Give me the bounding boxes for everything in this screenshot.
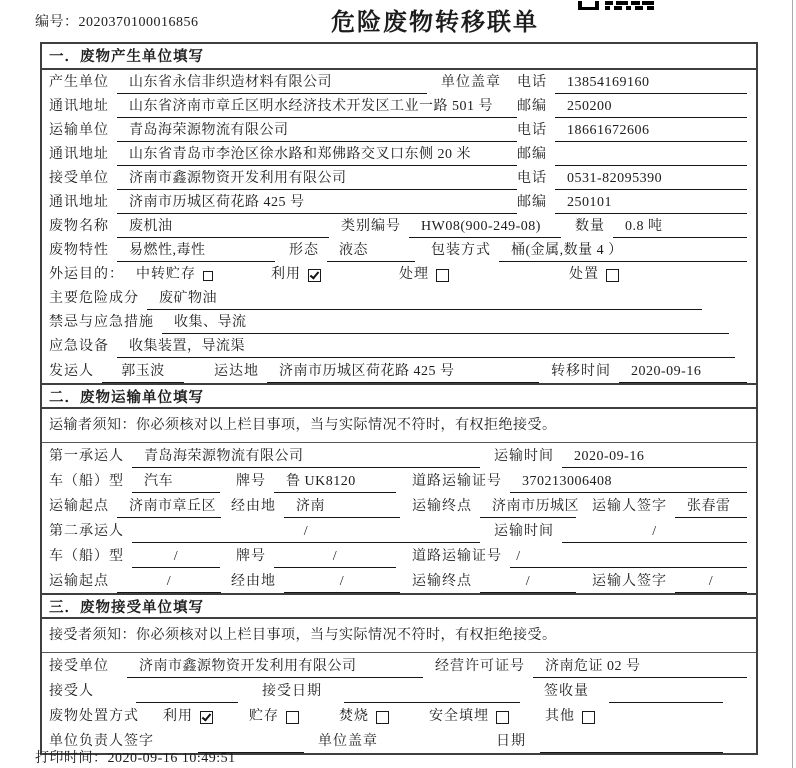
traits-label: 废物特性 bbox=[49, 243, 109, 258]
plate2-value: / bbox=[274, 549, 396, 568]
plate1-value: 鲁 UK8120 bbox=[274, 470, 396, 493]
equipment-value: 收集装置，导流渠 bbox=[117, 335, 735, 358]
row-vehicle2 bbox=[42, 543, 756, 568]
checkbox-dispose-icon bbox=[606, 269, 619, 282]
origin1-value: 济南市章丘区 bbox=[117, 495, 221, 518]
via1-label: 经由地 bbox=[231, 499, 276, 514]
document-number-value: 2020370100016856 bbox=[78, 15, 199, 30]
responsible-sign-label: 单位负责人签字 bbox=[49, 734, 154, 749]
row-vehicle1 bbox=[42, 468, 756, 493]
qty-value: 0.8 吨 bbox=[613, 215, 747, 238]
disposal-label: 废物处置方式 bbox=[49, 709, 139, 724]
checkbox-transit-storage-icon bbox=[203, 271, 213, 281]
accept-unit-value: 济南市鑫源物资开发利用有限公司 bbox=[127, 655, 423, 678]
checkbox-disposal-landfill-icon bbox=[496, 711, 509, 724]
hazard-value: 废矿物油 bbox=[147, 287, 702, 310]
row-route2 bbox=[42, 568, 756, 593]
row-carrier1 bbox=[42, 443, 756, 468]
received-qty-label: 签收量 bbox=[544, 684, 589, 699]
carrier1-label: 第一承运人 bbox=[49, 449, 124, 464]
checkbox-disposal-other-icon bbox=[582, 711, 595, 724]
permit1-value: 370213006408 bbox=[510, 474, 747, 493]
print-time-label: 打印时间： bbox=[35, 751, 108, 766]
checkbox-treat-icon bbox=[436, 269, 449, 282]
sign2-label: 运输人签字 bbox=[592, 574, 667, 589]
dest-value: 济南市历城区荷花路 425 号 bbox=[267, 360, 539, 383]
row-transporter-address bbox=[42, 142, 756, 166]
checkbox-disposal-storage bbox=[249, 705, 299, 728]
addr3-value: 济南市历城区荷花路 425 号 bbox=[117, 191, 517, 214]
hazard-label: 主要危险成分 bbox=[49, 291, 139, 306]
checkbox-utilize-icon bbox=[308, 269, 321, 282]
checkbox-utilize-label: 利用 bbox=[271, 267, 301, 282]
checkbox-disposal-landfill bbox=[429, 705, 509, 728]
via2-value: / bbox=[284, 574, 400, 593]
page-title: 危险废物转移联单 bbox=[331, 9, 539, 36]
phone2-label: 电话 bbox=[517, 123, 547, 138]
qty-label: 数量 bbox=[575, 219, 605, 234]
date-value bbox=[540, 750, 723, 753]
row-emergency-equipment bbox=[42, 334, 756, 358]
phone1-value: 13854169160 bbox=[555, 75, 747, 94]
acceptor-value bbox=[136, 700, 238, 703]
checkbox-disposal-utilize bbox=[163, 705, 213, 728]
row-hazard-components bbox=[42, 286, 756, 310]
waste-name-label: 废物名称 bbox=[49, 219, 109, 234]
zip3-value: 250101 bbox=[555, 195, 747, 214]
receiver-value: 济南市鑫源物资开发利用有限公司 bbox=[117, 167, 517, 190]
packing-label: 包装方式 bbox=[431, 243, 491, 258]
document-number bbox=[35, 11, 199, 31]
permit2-value: / bbox=[510, 549, 747, 568]
manifest-form bbox=[40, 42, 758, 755]
checkbox-transit-storage bbox=[136, 263, 213, 286]
accept-date-label: 接受日期 bbox=[262, 684, 322, 699]
permit2-label: 道路运输证号 bbox=[412, 549, 502, 564]
end1-label: 运输终点 bbox=[412, 499, 472, 514]
end1-value: 济南市历城区 bbox=[480, 495, 576, 518]
origin1-label: 运输起点 bbox=[49, 499, 109, 514]
checkbox-disposal-storage-icon bbox=[286, 711, 299, 724]
zip3-label: 邮编 bbox=[517, 195, 547, 210]
vehicle1-value: 汽车 bbox=[132, 470, 220, 493]
form-value: 液态 bbox=[327, 239, 415, 262]
zip1-value: 250200 bbox=[555, 99, 747, 118]
transporter-notice: 运输者须知：你必须核对以上栏目事项，当与实际情况不符时，有权拒绝接受。 bbox=[42, 409, 756, 443]
time2-label: 运输时间 bbox=[494, 524, 554, 539]
time2-value: / bbox=[562, 524, 747, 543]
row-receiver-address bbox=[42, 190, 756, 214]
row-producer bbox=[42, 70, 756, 94]
checkbox-disposal-utilize-label: 利用 bbox=[163, 709, 193, 724]
end2-value: / bbox=[480, 574, 576, 593]
traits-value: 易燃性,毒性 bbox=[117, 239, 275, 262]
license-value: 济南危证 02 号 bbox=[533, 655, 747, 678]
checkbox-disposal-incinerate-label: 焚烧 bbox=[339, 709, 369, 724]
document-number-label: 编号： bbox=[35, 15, 79, 30]
category-label: 类别编号 bbox=[341, 219, 401, 234]
transporter-value: 青岛海荣源物流有限公司 bbox=[117, 119, 517, 142]
row-accept-unit bbox=[42, 653, 756, 678]
checkbox-dispose-label: 处置 bbox=[569, 267, 599, 282]
plate2-label: 牌号 bbox=[236, 549, 266, 564]
window-right-edge bbox=[792, 0, 793, 768]
row-shipper bbox=[42, 358, 756, 383]
row-transporter bbox=[42, 118, 756, 142]
sign1-label: 运输人签字 bbox=[592, 499, 667, 514]
transfer-time-label: 转移时间 bbox=[551, 364, 611, 379]
checkbox-disposal-utilize-icon bbox=[200, 711, 213, 724]
sign2-value: / bbox=[675, 574, 747, 593]
accept-unit-label: 接受单位 bbox=[49, 659, 109, 674]
form-label: 形态 bbox=[289, 243, 319, 258]
checkbox-utilize bbox=[271, 263, 321, 286]
taboo-label: 禁忌与应急措施 bbox=[49, 315, 154, 330]
addr3-label: 通讯地址 bbox=[49, 195, 109, 210]
row-purpose bbox=[42, 262, 756, 286]
row-taboo-measures bbox=[42, 310, 756, 334]
zip2-value bbox=[555, 163, 747, 166]
vehicle1-label: 车（船）型 bbox=[49, 474, 124, 489]
phone2-value: 18661672606 bbox=[555, 123, 747, 142]
checkbox-disposal-landfill-label: 安全填埋 bbox=[429, 709, 489, 724]
print-time bbox=[35, 747, 236, 767]
carrier1-value: 青岛海荣源物流有限公司 bbox=[132, 445, 480, 468]
addr2-value: 山东省青岛市李沧区徐水路和郑佛路交叉口东侧 20 米 bbox=[117, 143, 517, 166]
row-carrier2 bbox=[42, 518, 756, 543]
waste-name-value: 废机油 bbox=[117, 215, 329, 238]
carrier2-value: / bbox=[132, 524, 480, 543]
time1-value: 2020-09-16 bbox=[562, 449, 747, 468]
section3-header: 三．废物接受单位填写 bbox=[42, 593, 756, 619]
vehicle2-value: / bbox=[132, 549, 220, 568]
origin2-label: 运输起点 bbox=[49, 574, 109, 589]
phone1-label: 电话 bbox=[517, 75, 547, 90]
transfer-time-value: 2020-09-16 bbox=[619, 364, 747, 383]
end2-label: 运输终点 bbox=[412, 574, 472, 589]
packing-value: 桶(金属,数量 4 ） bbox=[499, 239, 747, 262]
checkbox-disposal-other bbox=[545, 705, 595, 728]
unit-stamp-label: 单位盖章 bbox=[441, 75, 501, 90]
checkbox-dispose bbox=[569, 263, 619, 286]
dest-label: 运达地 bbox=[214, 364, 259, 379]
zip1-label: 邮编 bbox=[517, 99, 547, 114]
checkbox-disposal-incinerate bbox=[339, 705, 389, 728]
checkbox-disposal-storage-label: 贮存 bbox=[249, 709, 279, 724]
row-waste-traits bbox=[42, 238, 756, 262]
section2-header: 二．废物运输单位填写 bbox=[42, 383, 756, 409]
unit-stamp2-label: 单位盖章 bbox=[318, 734, 378, 749]
time1-label: 运输时间 bbox=[494, 449, 554, 464]
date-label: 日期 bbox=[496, 734, 526, 749]
via2-label: 经由地 bbox=[231, 574, 276, 589]
checkbox-treat-label: 处理 bbox=[399, 267, 429, 282]
row-waste-name bbox=[42, 214, 756, 238]
taboo-value: 收集、导流 bbox=[162, 311, 729, 334]
purpose-label: 外运目的： bbox=[49, 267, 124, 282]
row-route1 bbox=[42, 493, 756, 518]
license-label: 经营许可证号 bbox=[435, 659, 525, 674]
phone3-label: 电话 bbox=[517, 171, 547, 186]
via1-value: 济南 bbox=[284, 495, 400, 518]
transporter-label: 运输单位 bbox=[49, 123, 109, 138]
addr1-value: 山东省济南市章丘区明水经济技术开发区工业一路 501 号 bbox=[117, 95, 517, 118]
row-acceptor bbox=[42, 678, 756, 703]
print-time-value: 2020-09-16 10:49:51 bbox=[107, 751, 236, 766]
origin2-value: / bbox=[117, 574, 221, 593]
received-qty-value bbox=[609, 700, 723, 703]
row-receiver bbox=[42, 166, 756, 190]
shipper-label: 发运人 bbox=[49, 364, 94, 379]
addr2-label: 通讯地址 bbox=[49, 147, 109, 162]
receiver-label: 接受单位 bbox=[49, 171, 109, 186]
plate1-label: 牌号 bbox=[236, 474, 266, 489]
section1-header: 一．废物产生单位填写 bbox=[42, 44, 756, 70]
checkbox-disposal-other-label: 其他 bbox=[545, 709, 575, 724]
category-value: HW08(900-249-08) bbox=[409, 219, 561, 238]
carrier2-label: 第二承运人 bbox=[49, 524, 124, 539]
row-producer-address bbox=[42, 94, 756, 118]
receiver-notice: 接受者须知：你必须核对以上栏目事项，当与实际情况不符时，有权拒绝接受。 bbox=[42, 619, 756, 653]
zip2-label: 邮编 bbox=[517, 147, 547, 162]
phone3-value: 0531-82095390 bbox=[555, 171, 747, 190]
producer-label: 产生单位 bbox=[49, 75, 109, 90]
producer-value: 山东省永信非织造材料有限公司 bbox=[117, 71, 427, 94]
sign1-value: 张春雷 bbox=[675, 495, 747, 518]
acceptor-label: 接受人 bbox=[49, 684, 94, 699]
vehicle2-label: 车（船）型 bbox=[49, 549, 124, 564]
equipment-label: 应急设备 bbox=[49, 339, 109, 354]
addr1-label: 通讯地址 bbox=[49, 99, 109, 114]
accept-date-value bbox=[344, 700, 520, 703]
qr-code-partial-icon bbox=[578, 0, 654, 10]
checkbox-disposal-incinerate-icon bbox=[376, 711, 389, 724]
permit1-label: 道路运输证号 bbox=[412, 474, 502, 489]
row-disposal-method bbox=[42, 703, 756, 728]
checkbox-treat bbox=[399, 263, 449, 286]
checkbox-transit-storage-label: 中转贮存 bbox=[136, 267, 196, 282]
shipper-value: 郭玉波 bbox=[102, 360, 184, 383]
